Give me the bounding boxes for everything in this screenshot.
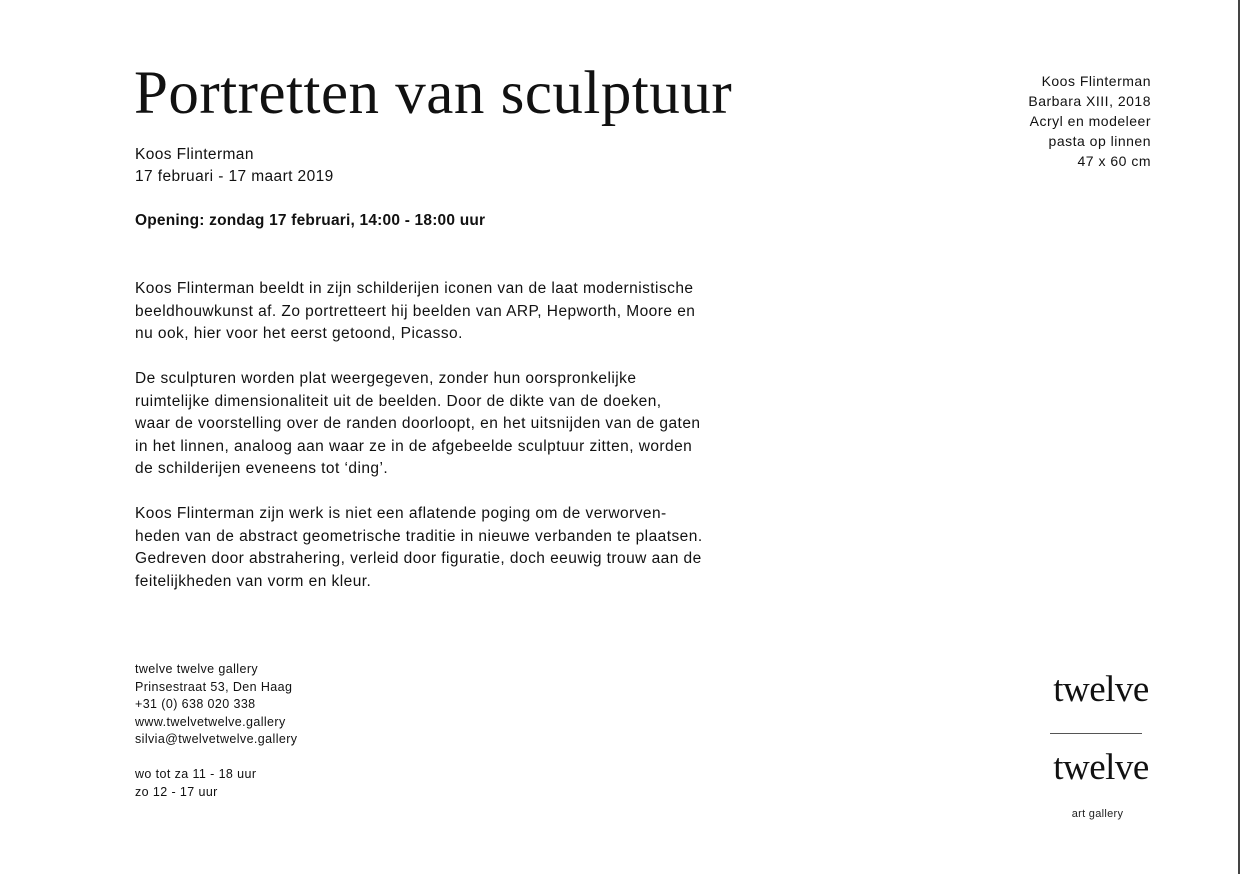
gallery-phone: +31 (0) 638 020 338: [135, 697, 256, 711]
text-line: Koos Flinterman zijn werk is niet een aflatende poging om de verworven-: [135, 505, 667, 522]
artwork-caption: [1028, 71, 1151, 171]
caption-artist: Koos Flinterman: [1041, 73, 1151, 89]
caption-title: Barbara XIII, 2018: [1028, 93, 1151, 109]
gallery-logo: [1040, 668, 1162, 828]
gallery-name: twelve twelve gallery: [135, 662, 259, 676]
text-line: Gedreven door abstrahering, verleid door figuratie, doch eeuwig trouw aan de: [135, 550, 702, 568]
body-paragraph-2: [135, 368, 700, 481]
caption-medium-cont: pasta op linnen: [1048, 133, 1151, 149]
text-line: feitelijkheden van vorm en kleur.: [135, 572, 372, 590]
caption-medium: Acryl en modeleer: [1029, 113, 1151, 129]
text-line: nu ook, hier voor het eerst getoond, Picasso.: [135, 325, 463, 343]
exhibition-dates: 17 februari - 17 maart 2019: [135, 168, 334, 185]
logo-subtitle: art gallery: [1071, 808, 1124, 820]
body-paragraph-3: [135, 503, 703, 593]
caption-dimensions: 47 x 60 cm: [1077, 153, 1151, 169]
text-line: in het linnen, analoog aan waar ze in de afgebeelde sculptuur zitten, worden: [135, 437, 693, 455]
gallery-email: silvia@twelvetwelve.gallery: [135, 732, 298, 746]
text-line: ruimtelijke dimensionaliteit uit de beelden. Door de dikte van de doeken,: [135, 392, 662, 410]
artist-name: Koos Flinterman: [135, 146, 254, 163]
logo-word-top: twelve: [1053, 669, 1149, 710]
gallery-website: www.twelvetwelve.gallery: [135, 714, 286, 729]
text-line: heden van de abstract geometrische traditie in nieuwe verbanden te plaatsen.: [135, 527, 703, 545]
text-line: De sculpturen worden plat weergegeven, zonder hun oorspronkelijke: [135, 370, 637, 387]
logo-divider: [1050, 733, 1142, 734]
gallery-address: Prinsestraat 53, Den Haag: [135, 679, 293, 694]
text-line: de schilderijen eveneens tot ‘ding’.: [135, 460, 389, 478]
logo-word-bottom: twelve: [1053, 747, 1149, 788]
page-title: Portretten van sculptuur: [134, 60, 733, 127]
hours-line: wo tot za 11 - 18 uur: [135, 767, 257, 781]
exhibition-info: [135, 144, 334, 188]
opening-info: Opening: zondag 17 februari, 14:00 - 18:00 uur: [135, 212, 486, 229]
text-line: Koos Flinterman beeldt in zijn schilderijen iconen van de laat modernistische: [135, 280, 694, 297]
text-line: beeldhouwkunst af. Zo portretteert hij beelden van ARP, Hepworth, Moore en: [135, 302, 696, 320]
gallery-contact: [135, 661, 297, 749]
text-line: waar de voorstelling over de randen doorloopt, en het uitsnijden van de gaten: [135, 415, 701, 433]
body-paragraph-1: [135, 278, 695, 346]
opening-hours: [135, 766, 256, 801]
hours-line: zo 12 - 17 uur: [135, 784, 218, 799]
